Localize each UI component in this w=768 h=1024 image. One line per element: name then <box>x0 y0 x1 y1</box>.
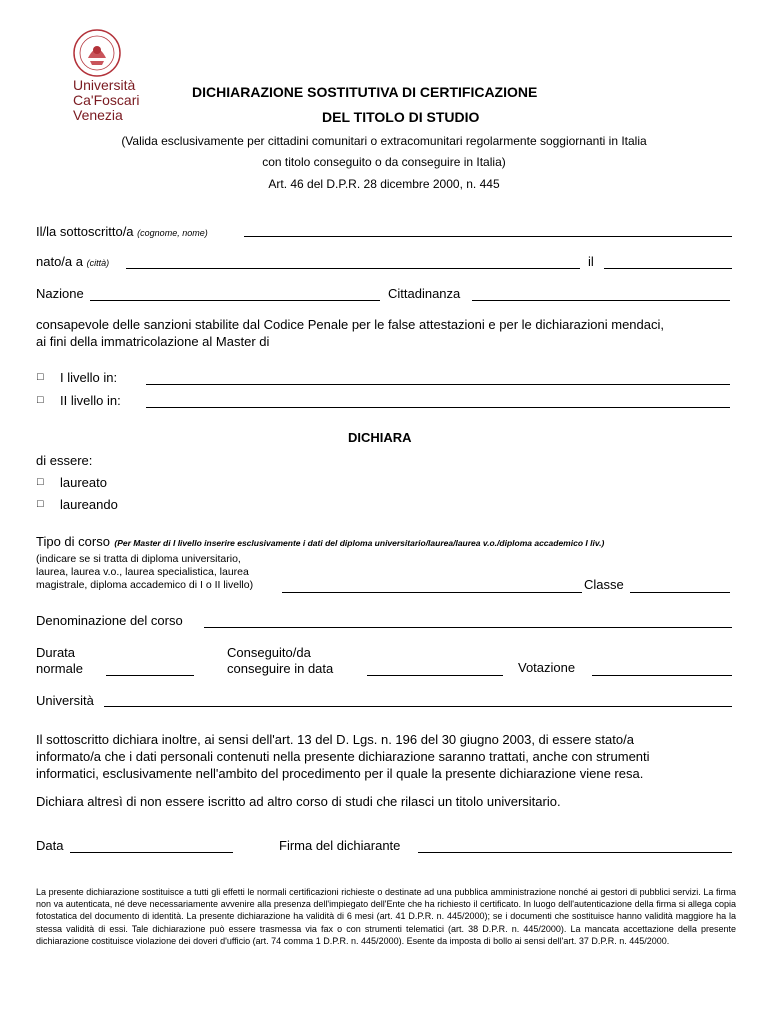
conseguito-line1: Conseguito/da <box>227 645 311 660</box>
votazione-field[interactable] <box>592 675 732 676</box>
university-seal-icon <box>72 28 122 78</box>
durata-field[interactable] <box>106 675 194 676</box>
tipo-corso-field[interactable] <box>282 592 582 593</box>
tipo-corso-instructions <box>36 553 253 592</box>
sottoscritto-label <box>36 224 208 239</box>
altresi-statement: Dichiara altresì di non essere iscritto ad altro corso di studi che rilasci un titolo universitario. <box>36 794 561 809</box>
validity-note-2: con titolo conseguito o da conseguire in Italia) <box>262 155 506 169</box>
di-essere-label: di essere: <box>36 453 93 468</box>
durata-line1: Durata <box>36 645 76 660</box>
conseguito-label <box>227 645 333 677</box>
nato-hint: (città) <box>86 258 110 268</box>
livello1-label: I livello in: <box>60 370 118 385</box>
sottoscritto-hint: (cognome, nome) <box>137 228 208 238</box>
checkbox-livello2[interactable]: □ <box>37 394 44 406</box>
consapevole-paragraph <box>36 316 736 350</box>
validity-note-1: (Valida esclusivamente per cittadini comunitari o extracomunitari regolarmente soggiornanti in Italia <box>121 134 647 148</box>
privacy-line1: Il sottoscritto dichiara inoltre, ai sensi dell'art. 13 del D. Lgs. n. 196 del 30 giugno 2003, di essere stato/a <box>36 732 634 747</box>
classe-label: Classe <box>584 577 624 592</box>
durata-line2: normale <box>36 661 83 676</box>
page-title: DICHIARAZIONE SOSTITUTIVA DI CERTIFICAZIONE <box>192 84 538 100</box>
university-name-line3: Venezia <box>73 107 123 123</box>
nazione-field[interactable] <box>90 300 380 301</box>
university-name <box>73 78 139 123</box>
conseguito-line2: conseguire in data <box>227 661 334 676</box>
data-label: Data <box>36 838 64 853</box>
legal-footer: La presente dichiarazione sostituisce a tutti gli effetti le normali certificazioni richieste o destinate ad una pubblica amministrazione nonché ai gestori di pubblici servizi. La firma non va autenticata, né deve necessariamente avvenire alla presenza dell'impiegato dell'Ente che ha richiesto il certificato. In luogo dell'autenticazione della firma si allega copia fotostatica del documento di identità. La presente dichiarazione ha validità di 6 mesi (art. 41 D.P.R. n. 445/2000); se i documenti che sostituisce hanno validità maggiore ha la stessa validità di essi. Tale dichiarazione può essere trasmessa via fax o con strumenti telematici (art. 38 D.P.R. n. 445/2000). La mancata accettazione della presente dichiarazione costituisce violazione dei doveri d'ufficio (art. 74 comma 1 D.P.R. n. 445/2000). Esente da imposta di bollo ai sensi dell'art. 37 D.P.R. n. 445/2000. <box>36 887 736 946</box>
firma-label: Firma del dichiarante <box>279 838 401 853</box>
instructions-line2: laurea, laurea v.o., laurea specialistica, laurea <box>36 566 249 578</box>
consapevole-line1: consapevole delle sanzioni stabilite dal Codice Penale per le false attestazioni e per le dichiarazioni mendaci, <box>36 317 664 332</box>
nato-label <box>36 254 109 269</box>
instructions-line1: (indicare se si tratta di diploma universitario, <box>36 553 241 565</box>
denominazione-label: Denominazione del corso <box>36 613 183 628</box>
sottoscritto-field[interactable] <box>244 236 732 237</box>
nato-text: nato/a a <box>36 254 83 269</box>
sottoscritto-text: Il/la sottoscritto/a <box>36 224 134 239</box>
university-name-line1: Università <box>73 77 136 93</box>
tipo-corso-note: (Per Master di I livello inserire esclusivamente i dati del diploma universitario/laurea/laurea v.o./diploma accademico I liv.) <box>114 538 605 548</box>
durata-label <box>36 645 83 677</box>
cittadinanza-label: Cittadinanza <box>388 286 461 301</box>
universita-label: Università <box>36 693 94 708</box>
livello2-field[interactable] <box>146 407 730 408</box>
livello2-label: II livello in: <box>60 393 121 408</box>
tipo-corso-label <box>36 533 604 551</box>
checkbox-laureato[interactable]: □ <box>37 476 44 488</box>
cittadinanza-field[interactable] <box>472 300 730 301</box>
tipo-corso-text: Tipo di corso <box>36 534 110 549</box>
consapevole-line2: ai fini della immatricolazione al Master di <box>36 334 270 349</box>
data-field[interactable] <box>70 852 233 853</box>
laureando-label: laureando <box>60 497 118 512</box>
firma-field[interactable] <box>418 852 732 853</box>
legal-reference: Art. 46 del D.P.R. 28 dicembre 2000, n. 445 <box>268 177 500 191</box>
nazione-label: Nazione <box>36 286 84 301</box>
instructions-line3: magistrale, diploma accademico di I o II livello) <box>36 579 254 591</box>
livello1-field[interactable] <box>146 384 730 385</box>
privacy-paragraph <box>36 731 736 782</box>
checkbox-laureando[interactable]: □ <box>37 498 44 510</box>
universita-field[interactable] <box>104 706 732 707</box>
privacy-line3: informatici, esclusivamente nell'ambito del procedimento per il quale la presente dichiarazione viene resa. <box>36 766 644 781</box>
laureato-label: laureato <box>60 475 107 490</box>
checkbox-livello1[interactable]: □ <box>37 371 44 383</box>
conseguito-date-field[interactable] <box>367 675 503 676</box>
denominazione-field[interactable] <box>204 627 732 628</box>
classe-field[interactable] <box>630 592 730 593</box>
university-name-line2: Ca'Foscari <box>73 92 140 108</box>
dichiara-heading: DICHIARA <box>348 430 412 445</box>
il-label: il <box>588 254 594 269</box>
nato-field[interactable] <box>126 268 580 269</box>
page-subtitle: DEL TITOLO DI STUDIO <box>322 109 480 125</box>
birth-date-field[interactable] <box>604 268 732 269</box>
votazione-label: Votazione <box>518 660 576 675</box>
privacy-line2: informato/a che i dati personali contenuti nella presente dichiarazione saranno trattati, anche con strumenti <box>36 749 650 764</box>
